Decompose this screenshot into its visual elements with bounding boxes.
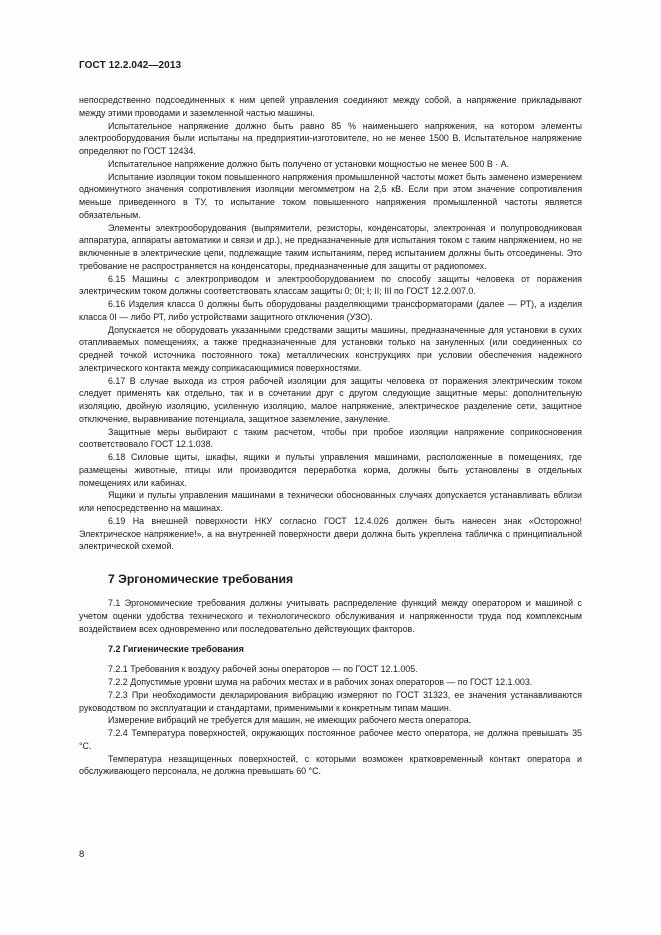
paragraph: 6.16 Изделия класса 0 должны быть оборудованы разделяющими трансформаторами (далее — РТ), а изделия класса 0I — либо РТ, либо устройствами защитного отключения (УЗО). <box>79 299 582 322</box>
paragraph: Ящики и пульты управления машинами в технически обоснованных случаях допускается устанавливать вблизи или непосредственно на машинах. <box>79 490 582 513</box>
paragraph: Температура незащищенных поверхностей, с которыми возможен кратковременный контакт оператора и обслуживающего персонала, не должна превышать 60 °С. <box>79 753 582 777</box>
paragraph: 7.1 Эргономические требования должны учитывать распределение функций между оператором и машиной с учетом оценки удобства технического и технологического обслуживания и напряженности труда под комплексным воздействием всех одновременно или последовательно действующих факторов. <box>79 598 582 634</box>
paragraph: непосредственно подсоединенных к ним цепей управления соединяют между собой, а напряжение прикладывают между этими проводами и заземленной частью машины. <box>79 95 582 118</box>
body-text <box>79 94 582 778</box>
paragraph: 7.2.3 При необходимости декларирования вибрацию измеряют по ГОСТ 31323, ее значения устанавливаются руководством по эксплуатации и стандартами, применимыми к конкретным типам машин. <box>79 689 582 713</box>
paragraph: Испытательное напряжение должно быть получено от установки мощностью не менее 500 В · А. <box>108 158 510 169</box>
paragraph: 6.15 Машины с электроприводом и электрооборудованием по способу защиты человека от поражения электрическим током должны соответствовать классам защиты 0; 0I; I; II; III по ГОСТ 12.2.007.0. <box>79 273 582 297</box>
standard-header: ГОСТ 12.2.042—2013 <box>79 60 182 71</box>
paragraph: Испытательное напряжение должно быть равно 85 % наименьшего напряжения, на котором элементы электрооборудования были испытаны на предприятии-изготовителе, но не менее 1500 В. Испытательное напряжение определяют по ГОСТ 12434. <box>79 120 582 156</box>
paragraph: Допускается не оборудовать указанными средствами защиты машины, предназначенные для установки в сухих отапливаемых помещениях, а также предназначенные для установки только на зануленных (или соединенных со средней точкой источника постоянного тока) металлических конструкциях при условии обеспечения надежного электрического контакта между соприкасающимися поверхностями. <box>79 324 582 373</box>
paragraph: 6.19 На внешней поверхности НКУ согласно ГОСТ 12.4.026 должен быть нанесен знак «Осторожно! Электрическое напряжение!», а на внутренней поверхности двери должна быть укреплена табличка с принципиальной электрической схемой. <box>79 515 582 552</box>
paragraph: 6.18 Силовые щиты, шкафы, ящики и пульты управления машинами, расположенные в помещениях, где размещены животные, птицы или производится переработка корма, должны быть установлены в отдельных помещениях или кабинах. <box>79 452 582 488</box>
paragraph: 6.17 В случае выхода из строя рабочей изоляции для защиты человека от поражения электрическим током следует применять как отдельно, так и в сочетании друг с другом следующие защитные меры: дополнительную изоляцию, двойную изоляцию, усиленную изоляцию, малое напряжение, электрическое разделение сети, защитное отключение, выравнивание потенциала, защитное заземление, зануление. <box>79 375 582 424</box>
paragraph: 7.2.2 Допустимые уровни шума на рабочих местах и в рабочих зонах операторов — по ГОСТ 12.1.003. <box>108 677 533 687</box>
subsection-heading: 7.2 Гигиенические требования <box>108 644 244 655</box>
paragraph: Испытание изоляции током повышенного напряжения промышленной частоты может быть заменено измерением одноминутного значения сопротивления изоляции мегомметром на 2,5 кВ. Если при этом значение сопротивления меньше приведенного в ТУ, то испытание током повышенного напряжения промышленной частоты является обязательным. <box>79 171 582 220</box>
paragraph: 7.2.1 Требования к воздуху рабочей зоны операторов — по ГОСТ 12.1.005. <box>108 664 418 675</box>
section-heading: 7 Эргономические требования <box>108 572 294 586</box>
paragraph: Защитные меры выбирают с таким расчетом, чтобы при пробое изоляции напряжение соприкосновения соответствовало ГОСТ 12.1.038. <box>79 426 582 450</box>
paragraph: Измерение вибраций не требуется для машин, не имеющих рабочего места оператора. <box>108 715 472 726</box>
paragraph: Элементы электрооборудования (выпрямители, резисторы, конденсаторы, электронная и полупроводниковая аппаратура, аппараты автоматики и связи и др.), не предназначенные для испытания током с таким напряжением, но не включенные в электрические цепи, подлежащие таким испытаниям, перед испытанием должны быть отсоединены. Это требование не распространяется на конденсаторы, предназначенные для защиты от радиопомех. <box>79 222 582 271</box>
page-number: 8 <box>79 849 85 860</box>
paragraph: 7.2.4 Температура поверхностей, окружающих постоянное рабочее место оператора, не должна превышать 35 °С. <box>79 728 582 751</box>
